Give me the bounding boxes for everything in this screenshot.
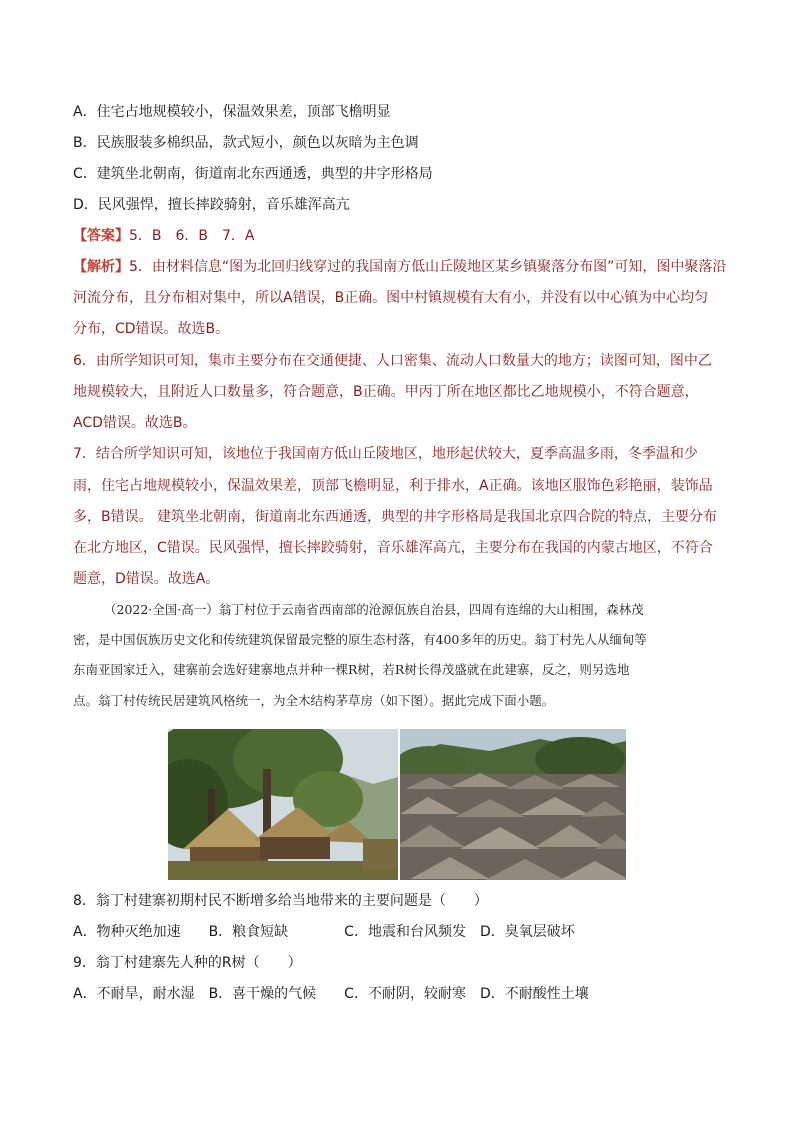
analysis-tag: 【解析】 — [73, 259, 129, 275]
q9-stem: 9．翁丁村建寨先人种的R树（ ） — [73, 955, 302, 971]
q9-options: A．不耐旱，耐水湿 B．喜干燥的气候 C．不耐阴，较耐寒 D．不耐酸性土壤 — [73, 986, 589, 1002]
passage-line: （2022·全国·高一）翁丁村位于云南省西南部的沧源佤族自治县，四周有连绵的大山相围，森林茂 — [104, 602, 644, 617]
answer-text: 5．B 6．B 7．A — [129, 228, 255, 244]
analysis-line: ACD错误。故选B。 — [73, 415, 197, 431]
passage-line: 点。翁丁村传统民居建筑风格统一，为全木结构茅草房（如下图）。据此完成下面小题。 — [73, 693, 555, 708]
analysis-line: 分布，CD错误。故选B。 — [73, 321, 230, 337]
analysis-text: 5．由材料信息“图为北回归线穿过的我国南方低山丘陵地区某乡镇聚落分布图”可知，图中聚落沿 — [129, 259, 727, 275]
analysis-line: 地规模较大，且附近人口数量多，符合题意，B正确。甲丙丁所在地区都比乙地规模小，不符合题意， — [73, 384, 699, 400]
analysis-line: 7．结合所学知识可知，该地位于我国南方低山丘陵地区，地形起伏较大，夏季高温多雨，冬季温和少 — [73, 446, 698, 462]
analysis-line: 题意，D错误。故选A。 — [73, 571, 220, 587]
thatched-house-photo — [168, 729, 398, 880]
q7-option-a: A．住宅占地规模较小，保温效果差，顶部飞檐明显 — [73, 104, 391, 120]
passage-line: 密，是中国佤族历史文化和传统建筑保留最完整的原生态村落，有400多年的历史。翁丁村先人从缅甸等 — [73, 632, 647, 647]
answer-line — [73, 227, 255, 245]
q8-stem: 8．翁丁村建寨初期村民不断增多给当地带来的主要问题是（ ） — [73, 893, 488, 909]
analysis-line: 多，B错误。 建筑坐北朝南，街道南北东西通透，典型的井字形格局是我国北京四合院的特点，主要分布 — [73, 509, 718, 525]
analysis-line: 6．由所学知识可知，集市主要分布在交通便捷、人口密集、流动人口数量大的地方；读图可知，图中乙 — [73, 353, 712, 369]
village-rooftops-photo — [400, 729, 626, 880]
q7-option-d: D．民风强悍，擅长摔跤骑射，音乐雄浑高亢 — [73, 197, 350, 213]
q8-options: A．物种灭绝加速 B．粮食短缺 C．地震和台风频发 D．臭氧层破坏 — [73, 924, 575, 940]
analysis-line: 河流分布，且分布相对集中，所以A错误，B正确。图中村镇规模有大有小，并没有以中心镇为中心均匀 — [73, 290, 709, 306]
answer-tag: 【答案】 — [73, 228, 129, 244]
q7-option-c: C．建筑坐北朝南，街道南北东西通透，典型的井字形格局 — [73, 166, 433, 182]
analysis-line — [73, 258, 726, 276]
passage-line: 东南亚国家迁入，建寨前会选好建寨地点并种一棵R树，若R树长得茂盛就在此建寨，反之，则另选地 — [73, 662, 630, 677]
analysis-line: 在北方地区，C错误。民风强悍，擅长摔跤骑射，音乐雄浑高亢，主要分布在我国的内蒙古地区，不符合 — [73, 540, 713, 556]
analysis-line: 雨，住宅占地规模较小，保温效果差，顶部飞檐明显，利于排水，A正确。该地区服饰色彩艳丽，装饰品 — [73, 478, 713, 494]
q7-option-b: B．民族服装多棉织品，款式短小，颜色以灰暗为主色调 — [73, 135, 419, 151]
